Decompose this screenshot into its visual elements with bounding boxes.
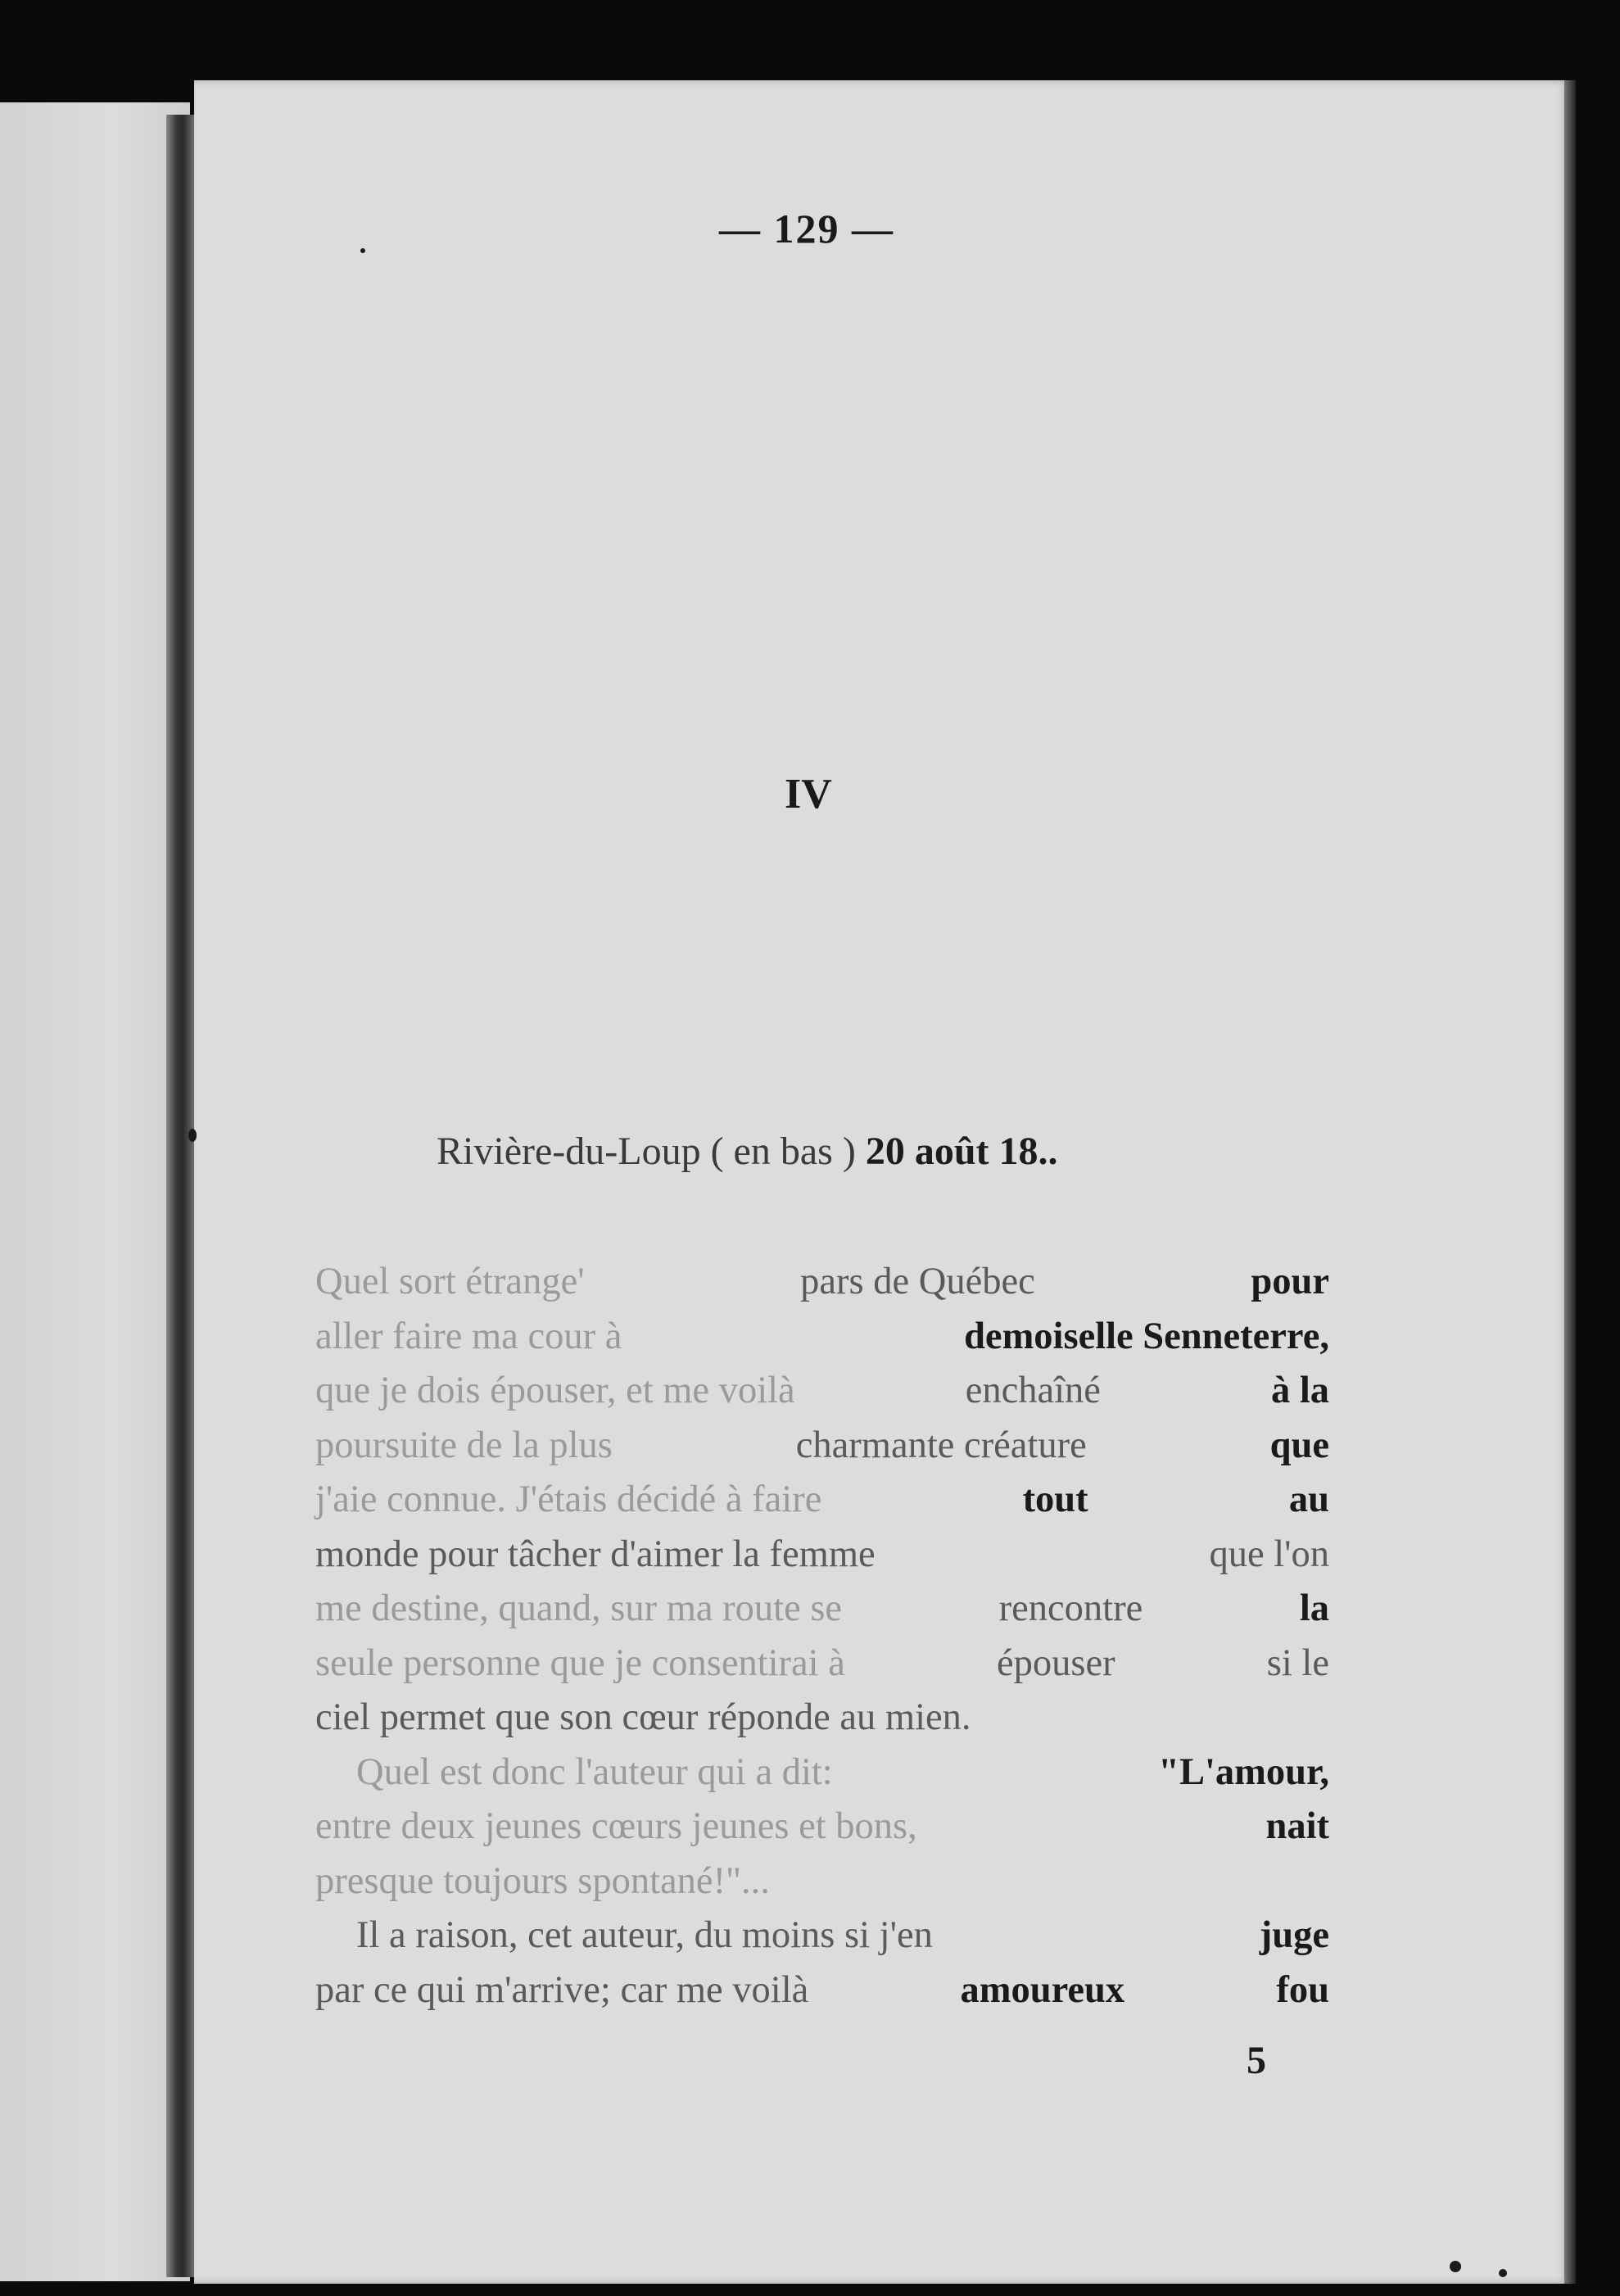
dateline — [437, 1129, 1305, 1174]
line-segment: épouser — [997, 1642, 1115, 1684]
line-segment: tout — [1022, 1479, 1088, 1520]
text-line — [315, 1691, 1329, 1746]
print-speck — [188, 1129, 197, 1142]
book-gutter — [166, 115, 194, 2277]
line-segment: "L'amour, — [1158, 1750, 1329, 1793]
body-text — [315, 1255, 1329, 2017]
line-segment: juge — [1259, 1914, 1329, 1956]
text-line — [315, 1310, 1329, 1365]
line-segment: demoiselle Senneterre, — [964, 1315, 1329, 1357]
line-segment: que l'on — [1209, 1533, 1329, 1575]
print-speck — [1499, 2269, 1507, 2277]
print-speck — [360, 248, 365, 253]
line-segment: que je dois épouser, et me voilà — [315, 1370, 795, 1411]
line-segment: ciel permet que son cœur réponde au mien. — [315, 1696, 971, 1738]
line-segment: charmante créature — [795, 1424, 1087, 1466]
line-segment: Il a raison, cet auteur, du moins si j'en — [356, 1914, 933, 1956]
line-segment: j'aie connue. J'étais décidé à faire — [315, 1479, 822, 1520]
line-segment: nait — [1265, 1805, 1329, 1847]
line-segment: à la — [1270, 1370, 1329, 1411]
text-line — [315, 1582, 1329, 1637]
line-segment: pars de Québec — [800, 1261, 1035, 1302]
line-segment: par ce qui m'arrive; car me voilà — [315, 1968, 809, 2011]
line-segment: Quel est donc l'auteur qui a dit: — [356, 1750, 833, 1793]
text-line — [315, 1364, 1329, 1419]
line-segment: si le — [1266, 1642, 1329, 1684]
line-segment: fou — [1276, 1968, 1329, 2011]
text-line — [315, 1473, 1329, 1528]
page-shadow-edge — [1564, 80, 1576, 2284]
text-line — [315, 1255, 1329, 1310]
line-segment: la — [1299, 1587, 1329, 1629]
dateline-place: Rivière-du-Loup ( en bas ) — [437, 1130, 856, 1173]
line-segment: seule personne que je consentirai à — [315, 1642, 845, 1684]
page-number: — 129 — — [719, 206, 894, 251]
line-segment: entre deux jeunes cœurs jeunes et bons, — [315, 1805, 917, 1847]
line-segment: enchaîné — [965, 1370, 1101, 1411]
line-segment: presque toujours spontané!"... — [315, 1859, 770, 1902]
text-line — [315, 1528, 1329, 1583]
text-line — [315, 1746, 1329, 1800]
line-segment: pour — [1251, 1261, 1329, 1302]
line-segment: au — [1288, 1479, 1329, 1520]
text-line — [315, 1963, 1329, 2018]
line-segment: poursuite de la plus — [315, 1424, 613, 1466]
chapter-heading: IV — [785, 771, 832, 817]
line-segment: Quel sort étrange' — [315, 1261, 585, 1302]
text-line — [315, 1419, 1329, 1474]
text-line — [315, 1909, 1329, 1963]
text-line — [315, 1637, 1329, 1691]
line-segment: rencontre — [998, 1587, 1143, 1629]
print-speck — [1450, 2261, 1461, 2272]
signature-mark: 5 — [1247, 2039, 1266, 2082]
line-segment: monde pour tâcher d'aimer la femme — [315, 1533, 876, 1575]
dateline-date: 20 août 18.. — [865, 1130, 1058, 1173]
line-segment: aller faire ma cour à — [315, 1315, 622, 1357]
text-line — [315, 1854, 1329, 1909]
line-segment: me destine, quand, sur ma route se — [315, 1587, 843, 1629]
line-segment: amoureux — [960, 1968, 1125, 2011]
facing-page-edge — [0, 102, 190, 2281]
text-line — [315, 1800, 1329, 1854]
line-segment: que — [1269, 1424, 1329, 1466]
